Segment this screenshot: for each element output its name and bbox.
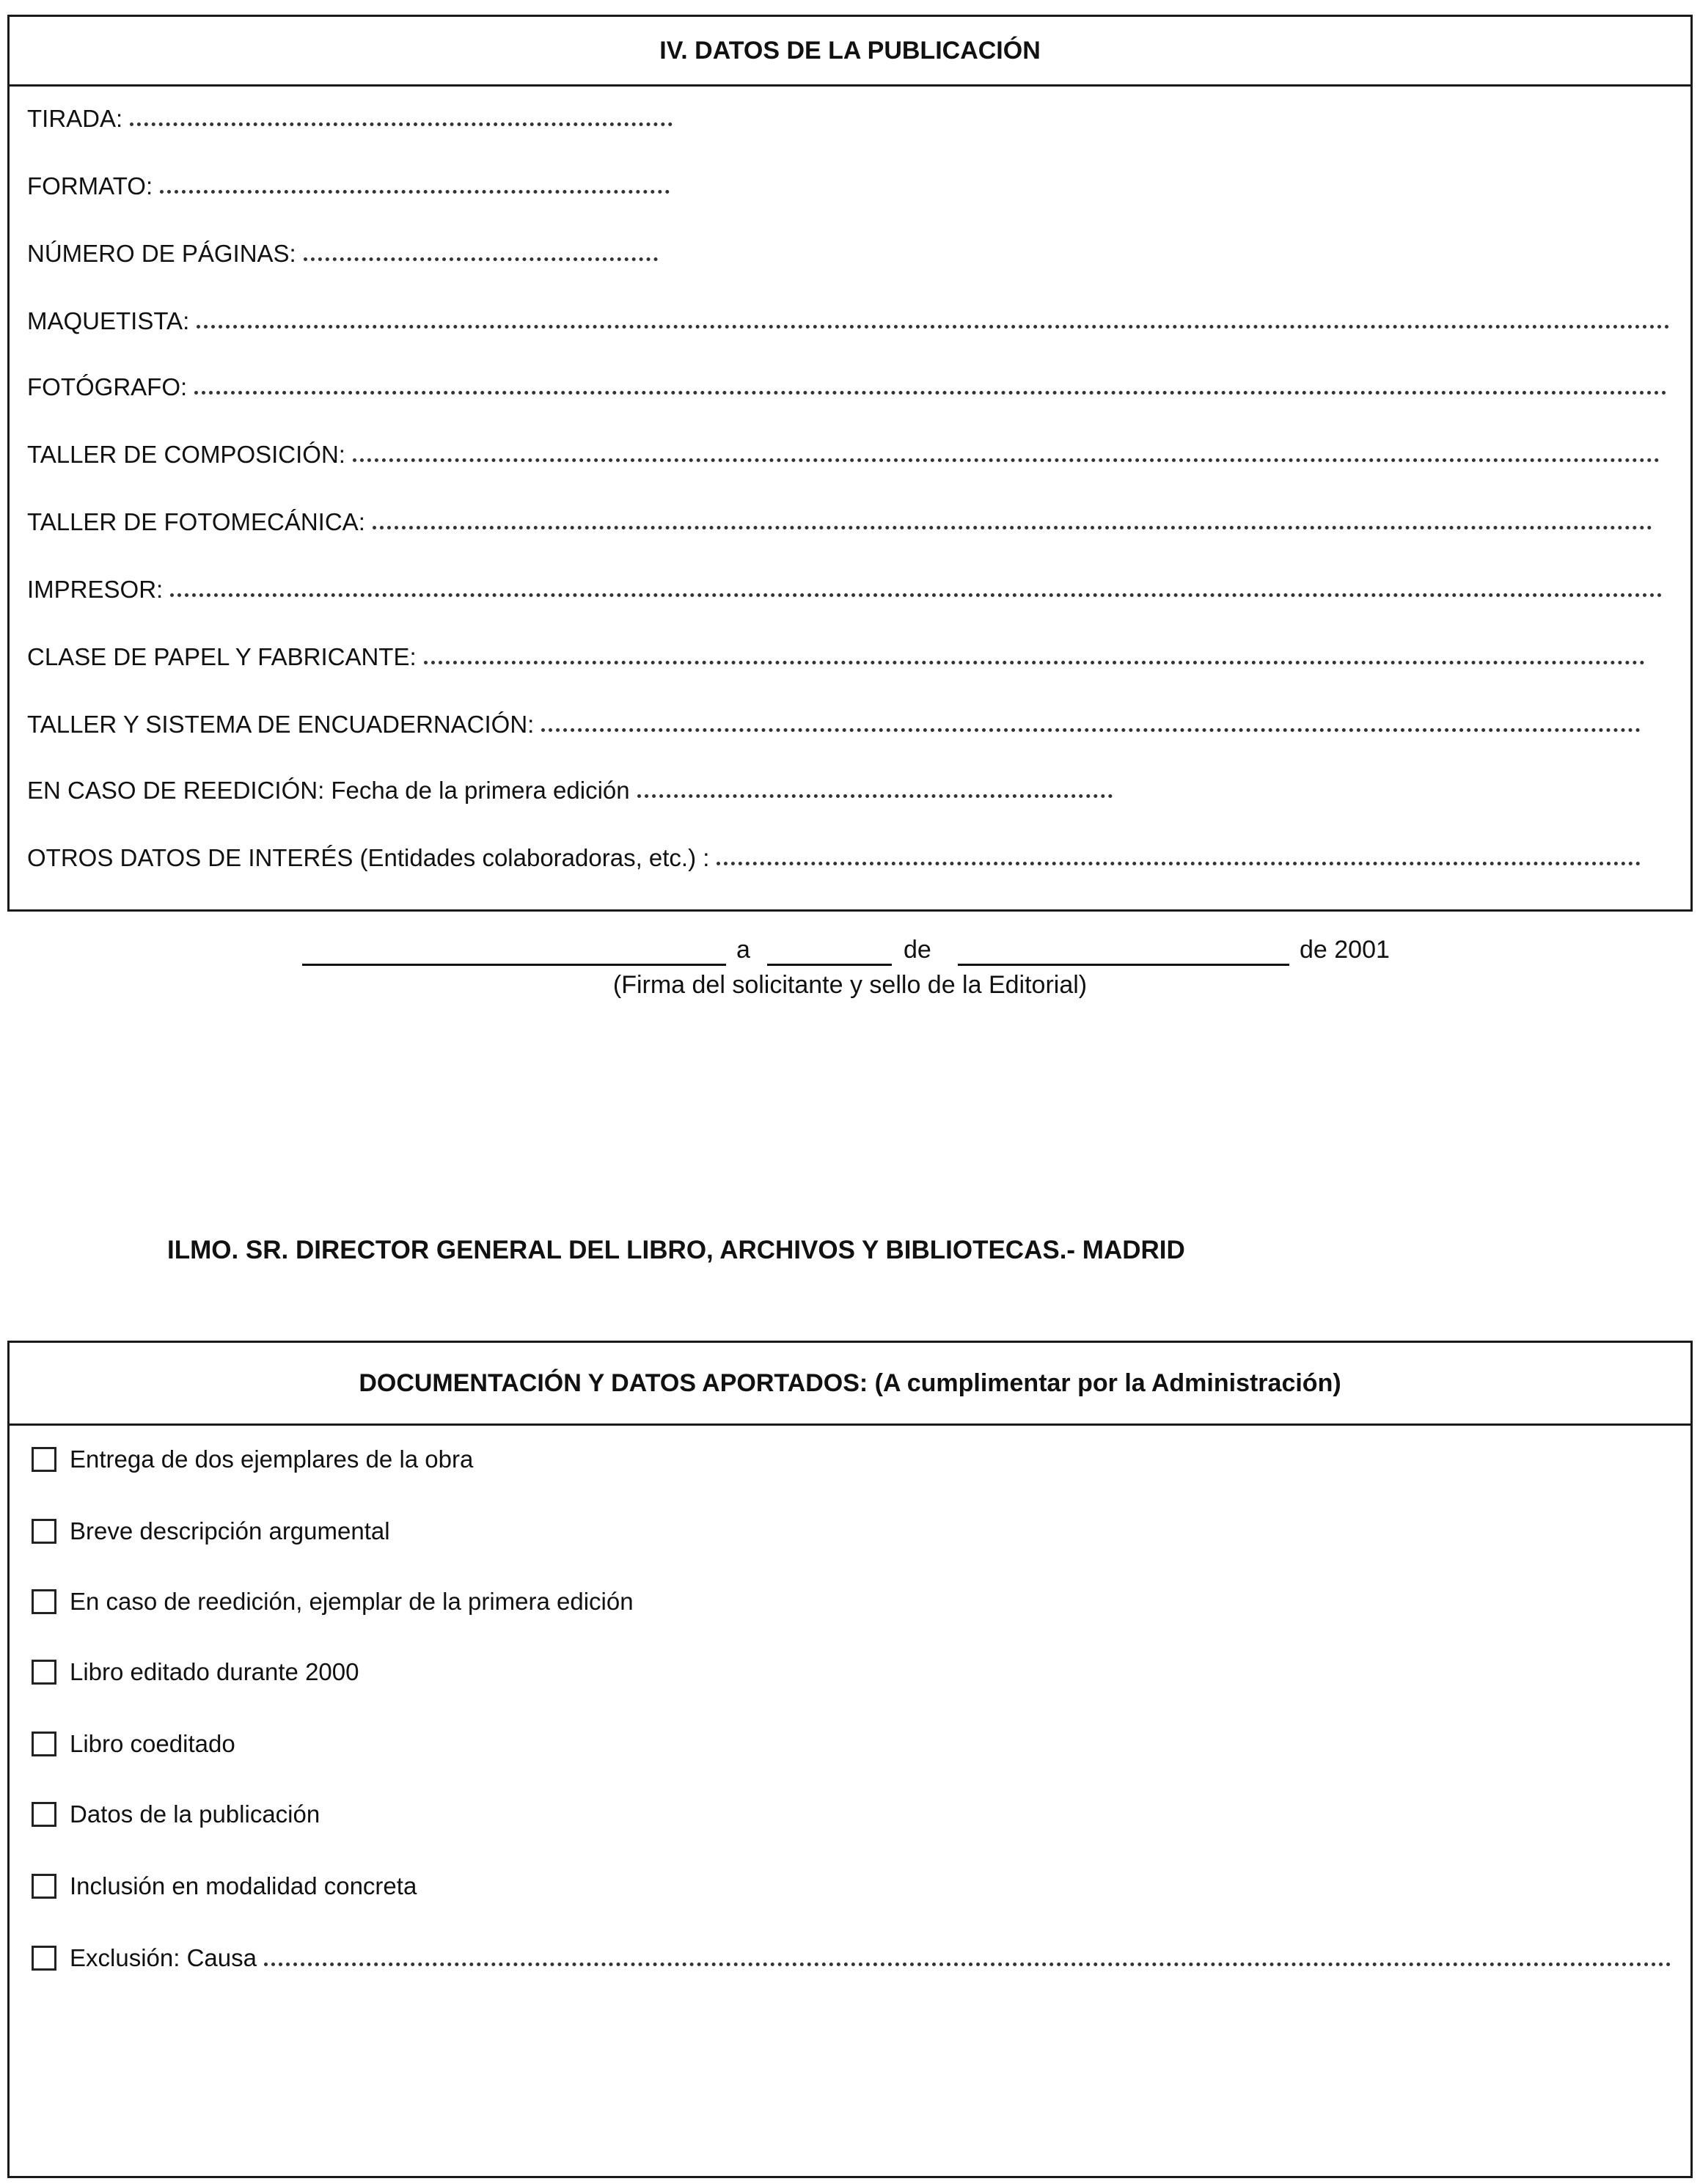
dotted-fill-line[interactable]: [424, 661, 1645, 664]
field-impresor[interactable]: [27, 567, 1663, 604]
field-clase-papel[interactable]: [27, 634, 1645, 671]
field-label: CLASE DE PAPEL Y FABRICANTE:: [27, 643, 417, 670]
check-item-label: En caso de reedición, ejemplar de la primera edición: [70, 1588, 634, 1615]
checkbox[interactable]: [32, 1660, 56, 1685]
check-item-label: Libro editado durante 2000: [70, 1658, 359, 1685]
check-item-label: Entrega de dos ejemplares de la obra: [70, 1445, 474, 1473]
checkbox[interactable]: [32, 1589, 56, 1614]
month-line[interactable]: [958, 964, 1289, 966]
check-item[interactable]: [32, 1868, 417, 1905]
field-formato[interactable]: [27, 164, 670, 200]
field-label: IMPRESOR:: [27, 576, 164, 603]
check-item-label: Exclusión: Causa: [70, 1944, 257, 1971]
field-label: TALLER DE COMPOSICIÓN:: [27, 441, 345, 468]
dotted-fill-line[interactable]: [637, 794, 1113, 798]
dotted-fill-line[interactable]: [541, 728, 1641, 732]
signature-caption: (Firma del solicitante y sello de la Editorial): [612, 971, 1088, 999]
check-item[interactable]: [32, 1796, 320, 1833]
field-taller-composicion[interactable]: [27, 432, 1660, 469]
field-label: FOTÓGRAFO:: [27, 373, 188, 400]
checkbox[interactable]: [32, 1946, 56, 1971]
field-label: EN CASO DE REEDICIÓN: Fecha de la primera edición: [27, 777, 630, 804]
dotted-fill-line[interactable]: [304, 257, 658, 261]
dotted-fill-line[interactable]: [717, 862, 1641, 865]
documentation-section: [7, 1341, 1693, 2178]
field-otros-datos[interactable]: [27, 835, 1641, 872]
publication-data-section: [7, 15, 1693, 912]
field-label: OTROS DATOS DE INTERÉS (Entidades colaboradoras, etc.) :: [27, 844, 710, 871]
dotted-fill-line[interactable]: [130, 122, 673, 126]
checkbox[interactable]: [32, 1519, 56, 1544]
signature-block: [0, 931, 1700, 1019]
dotted-fill-line[interactable]: [353, 458, 1660, 462]
checkbox[interactable]: [32, 1732, 56, 1756]
place-line[interactable]: [302, 964, 726, 966]
field-label: TIRADA:: [27, 105, 123, 132]
field-fotografo[interactable]: [27, 364, 1667, 401]
field-label: NÚMERO DE PÁGINAS:: [27, 240, 296, 267]
check-item[interactable]: [32, 1441, 473, 1478]
checkbox[interactable]: [32, 1447, 56, 1472]
field-taller-fotomecanica[interactable]: [27, 499, 1652, 536]
check-item-label: Libro coeditado: [70, 1730, 235, 1757]
field-maquetista[interactable]: [27, 298, 1670, 335]
field-reedicion[interactable]: [27, 768, 1113, 805]
field-label: FORMATO:: [27, 172, 153, 199]
field-tirada[interactable]: [27, 96, 673, 133]
documentation-section-title: DOCUMENTACIÓN Y DATOS APORTADOS: (A cumplimentar por la Administración): [10, 1343, 1690, 1426]
checkbox[interactable]: [32, 1874, 56, 1899]
checkbox[interactable]: [32, 1802, 56, 1827]
dotted-fill-line[interactable]: [170, 593, 1663, 597]
sig-word-year: de 2001: [1300, 936, 1390, 964]
field-label: MAQUETISTA:: [27, 307, 190, 334]
check-item-label: Datos de la publicación: [70, 1800, 320, 1828]
check-item[interactable]: [32, 1726, 235, 1762]
addressee-line: ILMO. SR. DIRECTOR GENERAL DEL LIBRO, ARCHIVOS Y BIBLIOTECAS.- MADRID: [167, 1236, 1185, 1264]
check-item-label: Inclusión en modalidad concreta: [70, 1872, 417, 1899]
publication-section-title: IV. DATOS DE LA PUBLICACIÓN: [10, 17, 1690, 87]
day-line[interactable]: [767, 964, 892, 966]
dotted-fill-line[interactable]: [194, 391, 1667, 395]
check-item-label: Breve descripción argumental: [70, 1517, 390, 1544]
dotted-fill-line[interactable]: [160, 190, 670, 194]
check-item[interactable]: [32, 1654, 359, 1690]
field-label: TALLER Y SISTEMA DE ENCUADERNACIÓN:: [27, 711, 535, 738]
field-label: TALLER DE FOTOMECÁNICA:: [27, 508, 365, 535]
field-numero-paginas[interactable]: [27, 231, 658, 268]
field-taller-encuadernacion[interactable]: [27, 702, 1641, 739]
sig-word-de: de: [904, 936, 931, 964]
check-item-exclusion[interactable]: [32, 1940, 1671, 1976]
dotted-fill-line[interactable]: [197, 325, 1670, 329]
sig-word-a: a: [736, 936, 750, 964]
dotted-fill-line[interactable]: [373, 526, 1652, 529]
check-item[interactable]: [32, 1513, 390, 1550]
dotted-fill-line[interactable]: [264, 1963, 1671, 1966]
check-item[interactable]: [32, 1583, 634, 1620]
